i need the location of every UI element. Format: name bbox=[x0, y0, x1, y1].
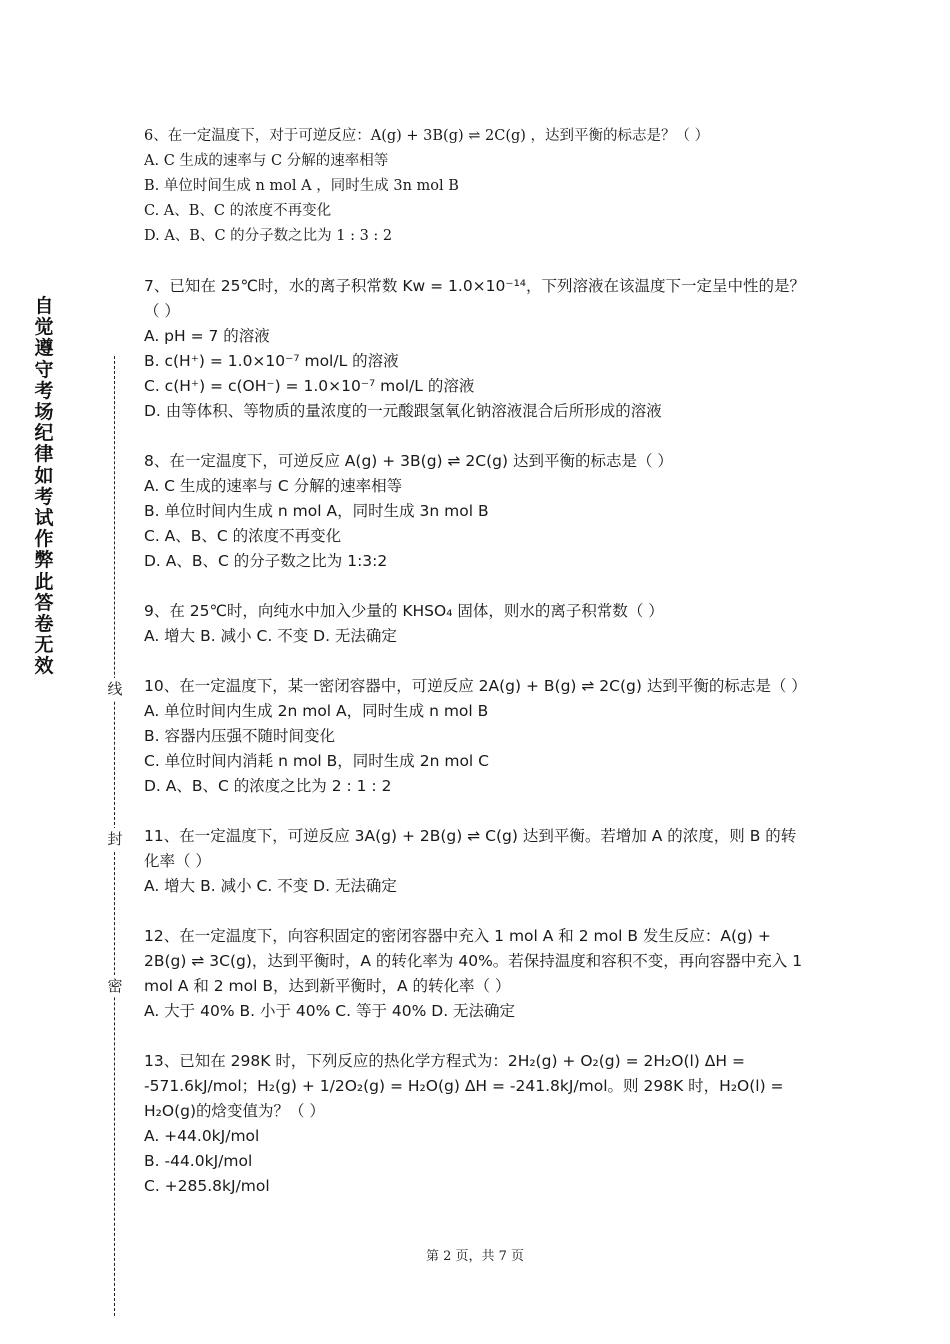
question-list bbox=[144, 124, 810, 1224]
page-number: 第 2 页，共 7 页 bbox=[425, 1249, 525, 1264]
option-b: B. 单位时间生成 n mol A ，同时生成 3n mol B bbox=[144, 178, 459, 194]
question-stem: 9、在 25℃时，向纯水中加入少量的 KHSO₄ 固体，则水的离子积常数（ ） bbox=[144, 602, 664, 620]
question-11 bbox=[144, 824, 810, 899]
option-a: A. pH = 7 的溶液 bbox=[144, 327, 270, 345]
binding-label-feng: 封 bbox=[105, 828, 125, 850]
option-c: C. +285.8kJ/mol bbox=[144, 1177, 270, 1195]
question-13 bbox=[144, 1049, 810, 1199]
options-inline: A. 大于 40% B. 小于 40% C. 等于 40% D. 无法确定 bbox=[144, 1002, 516, 1020]
option-a: A. 单位时间内生成 2n mol A，同时生成 n mol B bbox=[144, 702, 489, 720]
question-10 bbox=[144, 674, 810, 799]
question-stem: 13、已知在 298K 时，下列反应的热化学方程式为：2H₂(g) + O₂(g) = 2H₂O(l) ΔH = -571.6kJ/mol；H₂(g) + 1/2O₂(g) = H₂O(g) ΔH = -241.8kJ/mol。则 298K 时，H₂O(l) = H₂O(g)的焓变值为？（ ） bbox=[144, 1052, 784, 1120]
question-stem: 6、在一定温度下，对于可逆反应：A(g) + 3B(g) ⇌ 2C(g) ，达到平衡的标志是？（ ） bbox=[144, 128, 710, 144]
question-stem: 7、已知在 25℃时，水的离子积常数 Kw = 1.0×10⁻¹⁴，下列溶液在该温度下一定呈中性的是？（ ） bbox=[144, 277, 806, 320]
option-b: B. -44.0kJ/mol bbox=[144, 1152, 253, 1170]
option-a: A. C 生成的速率与 C 分解的速率相等 bbox=[144, 477, 403, 495]
binding-label-xian: 线 bbox=[105, 678, 125, 700]
option-c: C. c(H⁺) = c(OH⁻) = 1.0×10⁻⁷ mol/L 的溶液 bbox=[144, 377, 475, 395]
option-b: B. c(H⁺) = 1.0×10⁻⁷ mol/L 的溶液 bbox=[144, 352, 399, 370]
question-stem: 12、在一定温度下，向容积固定的密闭容器中充入 1 mol A 和 2 mol B 发生反应：A(g) + 2B(g) ⇌ 3C(g)，达到平衡时，A 的转化率为 40%。若保持温度和容积不变，再向容器中充入 1 mol A 和 2 mol B，达到新平衡时，A 的转化率（ ） bbox=[144, 927, 803, 995]
options-inline: A. 增大 B. 减小 C. 不变 D. 无法确定 bbox=[144, 627, 397, 645]
question-9 bbox=[144, 599, 810, 649]
option-c: C. A、B、C 的浓度不再变化 bbox=[144, 203, 332, 219]
question-stem: 8、在一定温度下，可逆反应 A(g) + 3B(g) ⇌ 2C(g) 达到平衡的标志是（ ） bbox=[144, 452, 673, 470]
option-d: D. 由等体积、等物质的量浓度的一元酸跟氢氧化钠溶液混合后所形成的溶液 bbox=[144, 402, 662, 420]
option-c: C. 单位时间内消耗 n mol B，同时生成 2n mol C bbox=[144, 752, 489, 770]
question-12 bbox=[144, 924, 810, 1024]
option-b: B. 容器内压强不随时间变化 bbox=[144, 727, 335, 745]
question-stem: 11、在一定温度下，可逆反应 3A(g) + 2B(g) ⇌ C(g) 达到平衡。若增加 A 的浓度，则 B 的转化率（ ） bbox=[144, 827, 797, 870]
binding-label-mi: 密 bbox=[105, 975, 125, 997]
option-d: D. A、B、C 的浓度之比为 2 : 1 : 2 bbox=[144, 777, 392, 795]
option-d: D. A、B、C 的分子数之比为 1 : 3 : 2 bbox=[144, 228, 393, 244]
question-stem: 10、在一定温度下，某一密闭容器中，可逆反应 2A(g) + B(g) ⇌ 2C(g) 达到平衡的标志是（ ） bbox=[144, 677, 807, 695]
option-b: B. 单位时间内生成 n mol A，同时生成 3n mol B bbox=[144, 502, 489, 520]
options-inline: A. 增大 B. 减小 C. 不变 D. 无法确定 bbox=[144, 877, 397, 895]
option-c: C. A、B、C 的浓度不再变化 bbox=[144, 527, 342, 545]
option-a: A. +44.0kJ/mol bbox=[144, 1127, 260, 1145]
question-6 bbox=[144, 124, 810, 249]
option-d: D. A、B、C 的分子数之比为 1:3:2 bbox=[144, 552, 388, 570]
question-8 bbox=[144, 449, 810, 574]
margin-slogan: 自觉遵守考场纪律如考试作弊此答卷无效 bbox=[34, 295, 54, 678]
option-a: A. C 生成的速率与 C 分解的速率相等 bbox=[144, 153, 389, 169]
question-7 bbox=[144, 274, 810, 424]
